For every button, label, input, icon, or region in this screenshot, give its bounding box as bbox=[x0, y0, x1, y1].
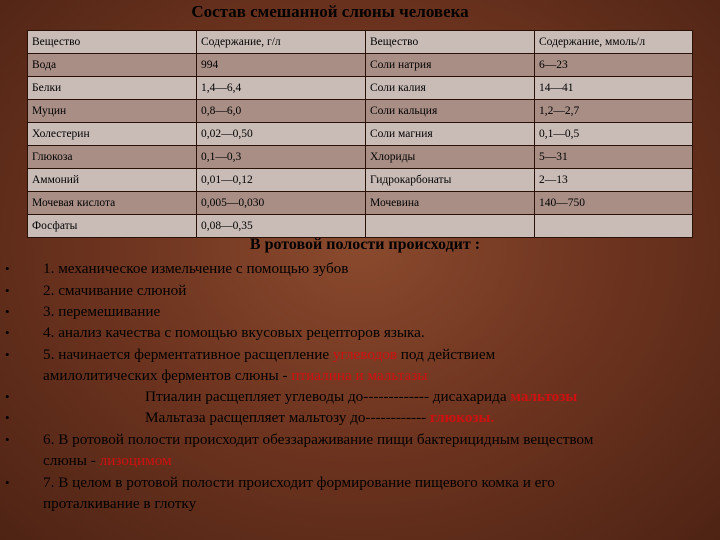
table-cell: Соли магния bbox=[366, 123, 535, 146]
table-cell: 14—41 bbox=[535, 77, 693, 100]
table-cell: Мочевина bbox=[366, 192, 535, 215]
table-cell: Соли натрия bbox=[366, 54, 535, 77]
header-cell: Содержание, ммоль/л bbox=[535, 31, 693, 54]
list-item: 5. начинается ферментативное расщепление углеводов под действием bbox=[43, 346, 496, 363]
highlight-text: птиалина и мальтазы bbox=[291, 367, 428, 384]
table-cell: 994 bbox=[197, 54, 366, 77]
table-cell: Мочевая кислота bbox=[28, 192, 197, 215]
table-cell: 5—31 bbox=[535, 146, 693, 169]
table-cell: Холестерин bbox=[28, 123, 197, 146]
table-cell: Белки bbox=[28, 77, 197, 100]
table-cell: 6—23 bbox=[535, 54, 693, 77]
table-cell: Хлориды bbox=[366, 146, 535, 169]
saliva-composition-table bbox=[27, 30, 693, 238]
table-cell: Муцин bbox=[28, 100, 197, 123]
table-cell: 0,02—0,50 bbox=[197, 123, 366, 146]
table-cell: 0,1—0,3 bbox=[197, 146, 366, 169]
bullet: • bbox=[5, 261, 10, 276]
bullet: • bbox=[5, 475, 10, 490]
header-cell: Вещество bbox=[28, 31, 197, 54]
table-cell: 1,4—6,4 bbox=[197, 77, 366, 100]
list-item: 3. перемешивание bbox=[43, 303, 161, 320]
header-cell: Вещество bbox=[366, 31, 535, 54]
table-row bbox=[28, 77, 693, 100]
highlight-text: углеводов bbox=[332, 346, 397, 363]
bullet: • bbox=[5, 325, 10, 340]
section-heading: В ротовой полости происходит : bbox=[249, 236, 481, 253]
highlight-text: мальтозы bbox=[510, 388, 578, 405]
table-cell: Вода bbox=[28, 54, 197, 77]
table-cell: 0,005—0,030 bbox=[197, 192, 366, 215]
table-cell bbox=[366, 215, 535, 238]
list-item: 7. В целом в ротовой полости происходит формирование пищевого комка и его bbox=[43, 474, 555, 491]
bullet: • bbox=[5, 304, 10, 319]
bullet: • bbox=[5, 283, 10, 298]
table-row bbox=[28, 192, 693, 215]
bullet: • bbox=[5, 347, 10, 362]
table-cell: 0,8—6,0 bbox=[197, 100, 366, 123]
page-title: Состав смешанной слюны человека bbox=[191, 2, 469, 21]
table-cell: 1,2—2,7 bbox=[535, 100, 693, 123]
table-cell: 0,08—0,35 bbox=[197, 215, 366, 238]
table-cell: 140—750 bbox=[535, 192, 693, 215]
highlight-text: глюкозы. bbox=[430, 409, 495, 426]
list-item: 1. механическое измельчение с помощью зубов bbox=[43, 260, 349, 277]
table-cell: Гидрокарбонаты bbox=[366, 169, 535, 192]
table-cell: Фосфаты bbox=[28, 215, 197, 238]
table-row bbox=[28, 146, 693, 169]
list-item-continuation: амилолитических ферментов слюны - птиалина и мальтазы bbox=[43, 367, 428, 384]
table-cell: 2—13 bbox=[535, 169, 693, 192]
header-cell: Содержание, г/л bbox=[197, 31, 366, 54]
list-item-continuation: проталкивание в глотку bbox=[43, 495, 197, 512]
list-item: 6. В ротовой полости происходит обеззараживание пищи бактерицидным веществом bbox=[43, 431, 594, 448]
table-row bbox=[28, 169, 693, 192]
table-cell bbox=[535, 215, 693, 238]
table-header-row bbox=[28, 31, 693, 54]
list-item: Птиалин расщепляет углеводы до------------- дисахарида мальтозы bbox=[145, 388, 578, 405]
table-row bbox=[28, 123, 693, 146]
table-cell: Аммоний bbox=[28, 169, 197, 192]
table-row bbox=[28, 54, 693, 77]
bullet: • bbox=[5, 432, 10, 447]
list-item-continuation: слюны - лизоцимом bbox=[43, 452, 172, 469]
table-row bbox=[28, 100, 693, 123]
bullet: • bbox=[5, 410, 10, 425]
list-item: Мальтаза расщепляет мальтозу до------------ глюкозы. bbox=[145, 409, 495, 426]
table-cell: Глюкоза bbox=[28, 146, 197, 169]
table-cell: Соли кальция bbox=[366, 100, 535, 123]
bullet: • bbox=[5, 389, 10, 404]
table-cell: Соли калия bbox=[366, 77, 535, 100]
table-row bbox=[28, 215, 693, 238]
list-item: 2. смачивание слюной bbox=[43, 282, 187, 299]
table-cell: 0,01—0,12 bbox=[197, 169, 366, 192]
list-item: 4. анализ качества с помощью вкусовых рецепторов языка. bbox=[43, 324, 425, 341]
highlight-text: лизоцимом bbox=[99, 452, 172, 469]
table-cell: 0,1—0,5 bbox=[535, 123, 693, 146]
